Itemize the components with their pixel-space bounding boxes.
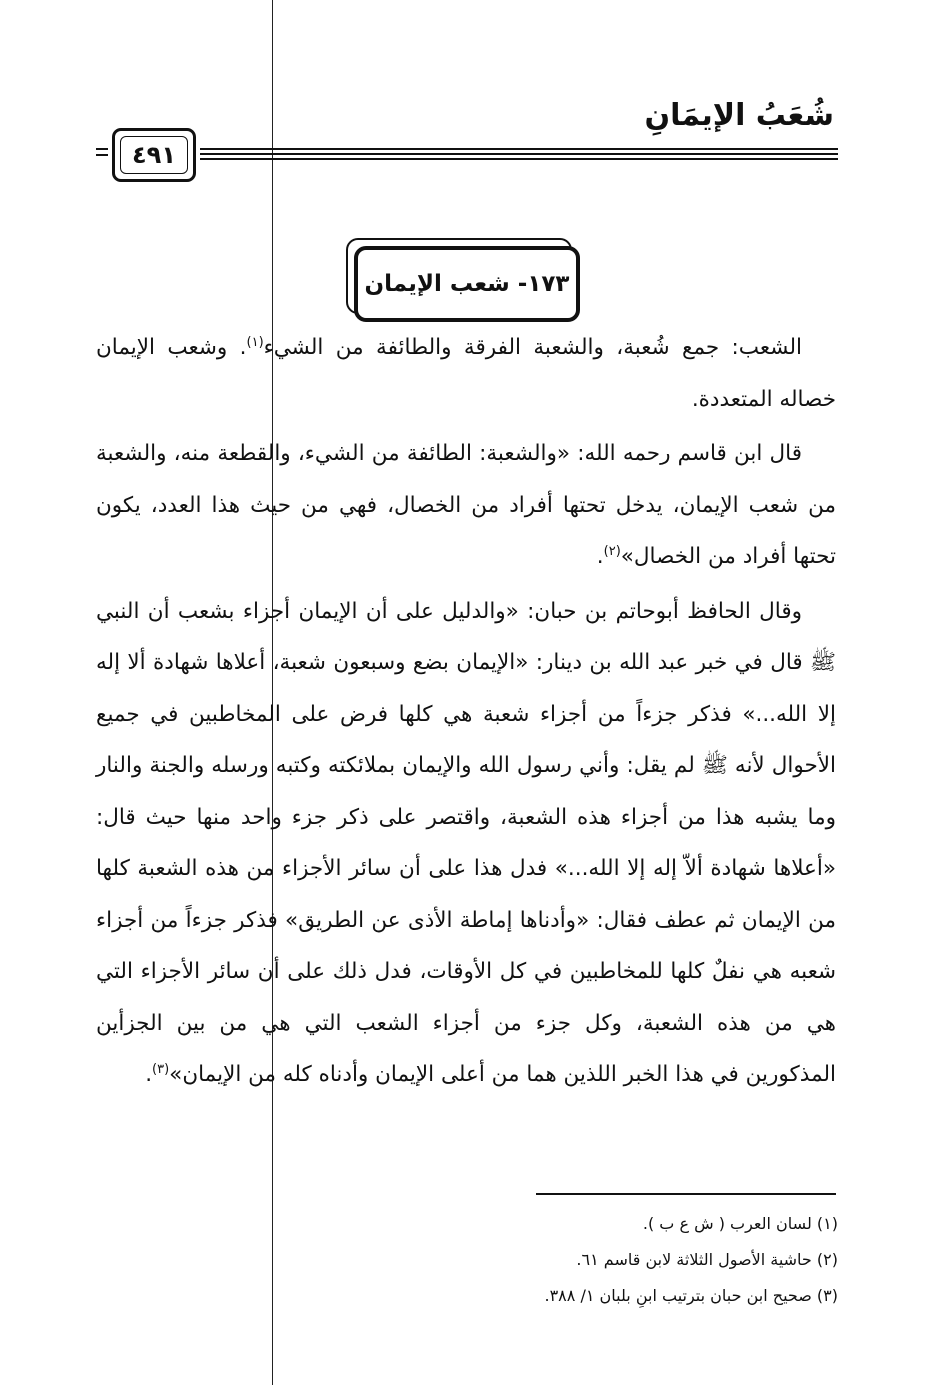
footnote-ref: (٢) [603,543,621,559]
paragraph: الشعب: جمع شُعبة، والشعبة الفرقة والطائفة من الشيء$^{(١)}$. وشعب الإيمان خصاله المتعددة. [96,334,836,412]
header-rule [200,148,838,161]
footnote-ref: (١) [246,334,264,350]
footnote-separator [536,1193,836,1195]
body-text [96,322,836,1101]
page-number: ٤٩١ [120,136,188,174]
running-header-title: شُعَبُ الإيمَانِ [644,98,834,133]
section-heading: ١٧٣- شعب الإيمان [354,246,580,322]
footnote-item: (٢) حاشية الأصول الثلاثة لابن قاسم ٦١. [576,1250,838,1269]
equals-ornament [96,146,108,158]
paragraph: قال ابن قاسم رحمه الله: «والشعبة: الطائفة من الشيء، والقطعة منه، والشعبة من شعب الإيمان، يدخل تحتها أفراد من الخصال، فهي من حيث هذا العدد، يكون تحتها أفراد من الخصال»$^{(٢)}$. [96,441,836,569]
footnotes [418,1206,838,1314]
footnote-item: (١) لسان العرب ( ش ع ب ). [642,1214,838,1233]
footnote-item: (٣) صحيح ابن حبان بترتيب ابنِ بلبان ١/ ٣٨٨. [544,1286,838,1305]
section-heading-frame [346,238,582,322]
page-number-frame [112,128,196,182]
footnote-ref: (٣) [152,1061,170,1077]
paragraph: وقال الحافظ أبوحاتم بن حبان: «والدليل على أن الإيمان أجزاء بشعب أن النبي ﷺ قال في خبر عبد الله بن دينار: «الإيمان بضع وسبعون شعبة، أعلاها شهادة ألا إله إلا الله...» فذكر جزءاً من أجزاء شعبة هي كلها فرض على المخاطبين في جميع الأحوال لأنه ﷺ لم يقل: وأني رسول الله والإيمان بملائكته وكتبه ورسله والجنة والنار وما يشبه هذا من أجزاء هذه الشعبة، واقتصر على ذكر جزء واحد منها حيث قال: «أعلاها شهادة ألاّ إله إلا الله...» فدل هذا على أن سائر الأجزاء من هذه الشعبة كلها من الإيمان ثم عطف فقال: «وأدناها إماطة الأذى عن الطريق» فذكر جزءاً من أجزاء شعبه هي نفلٌ كلها للمخاطبين في كل الأوقات، فدل ذلك على أن سائر الأجزاء التي هي من هذه الشعبة، وكل جزء من أجزاء الشعب التي هي من بين الجزأين المذكورين في هذا الخبر اللذين هما من أعلى الإيمان وأدناه كله من الإيمان»$^{(٣)}$. [96,598,836,1087]
